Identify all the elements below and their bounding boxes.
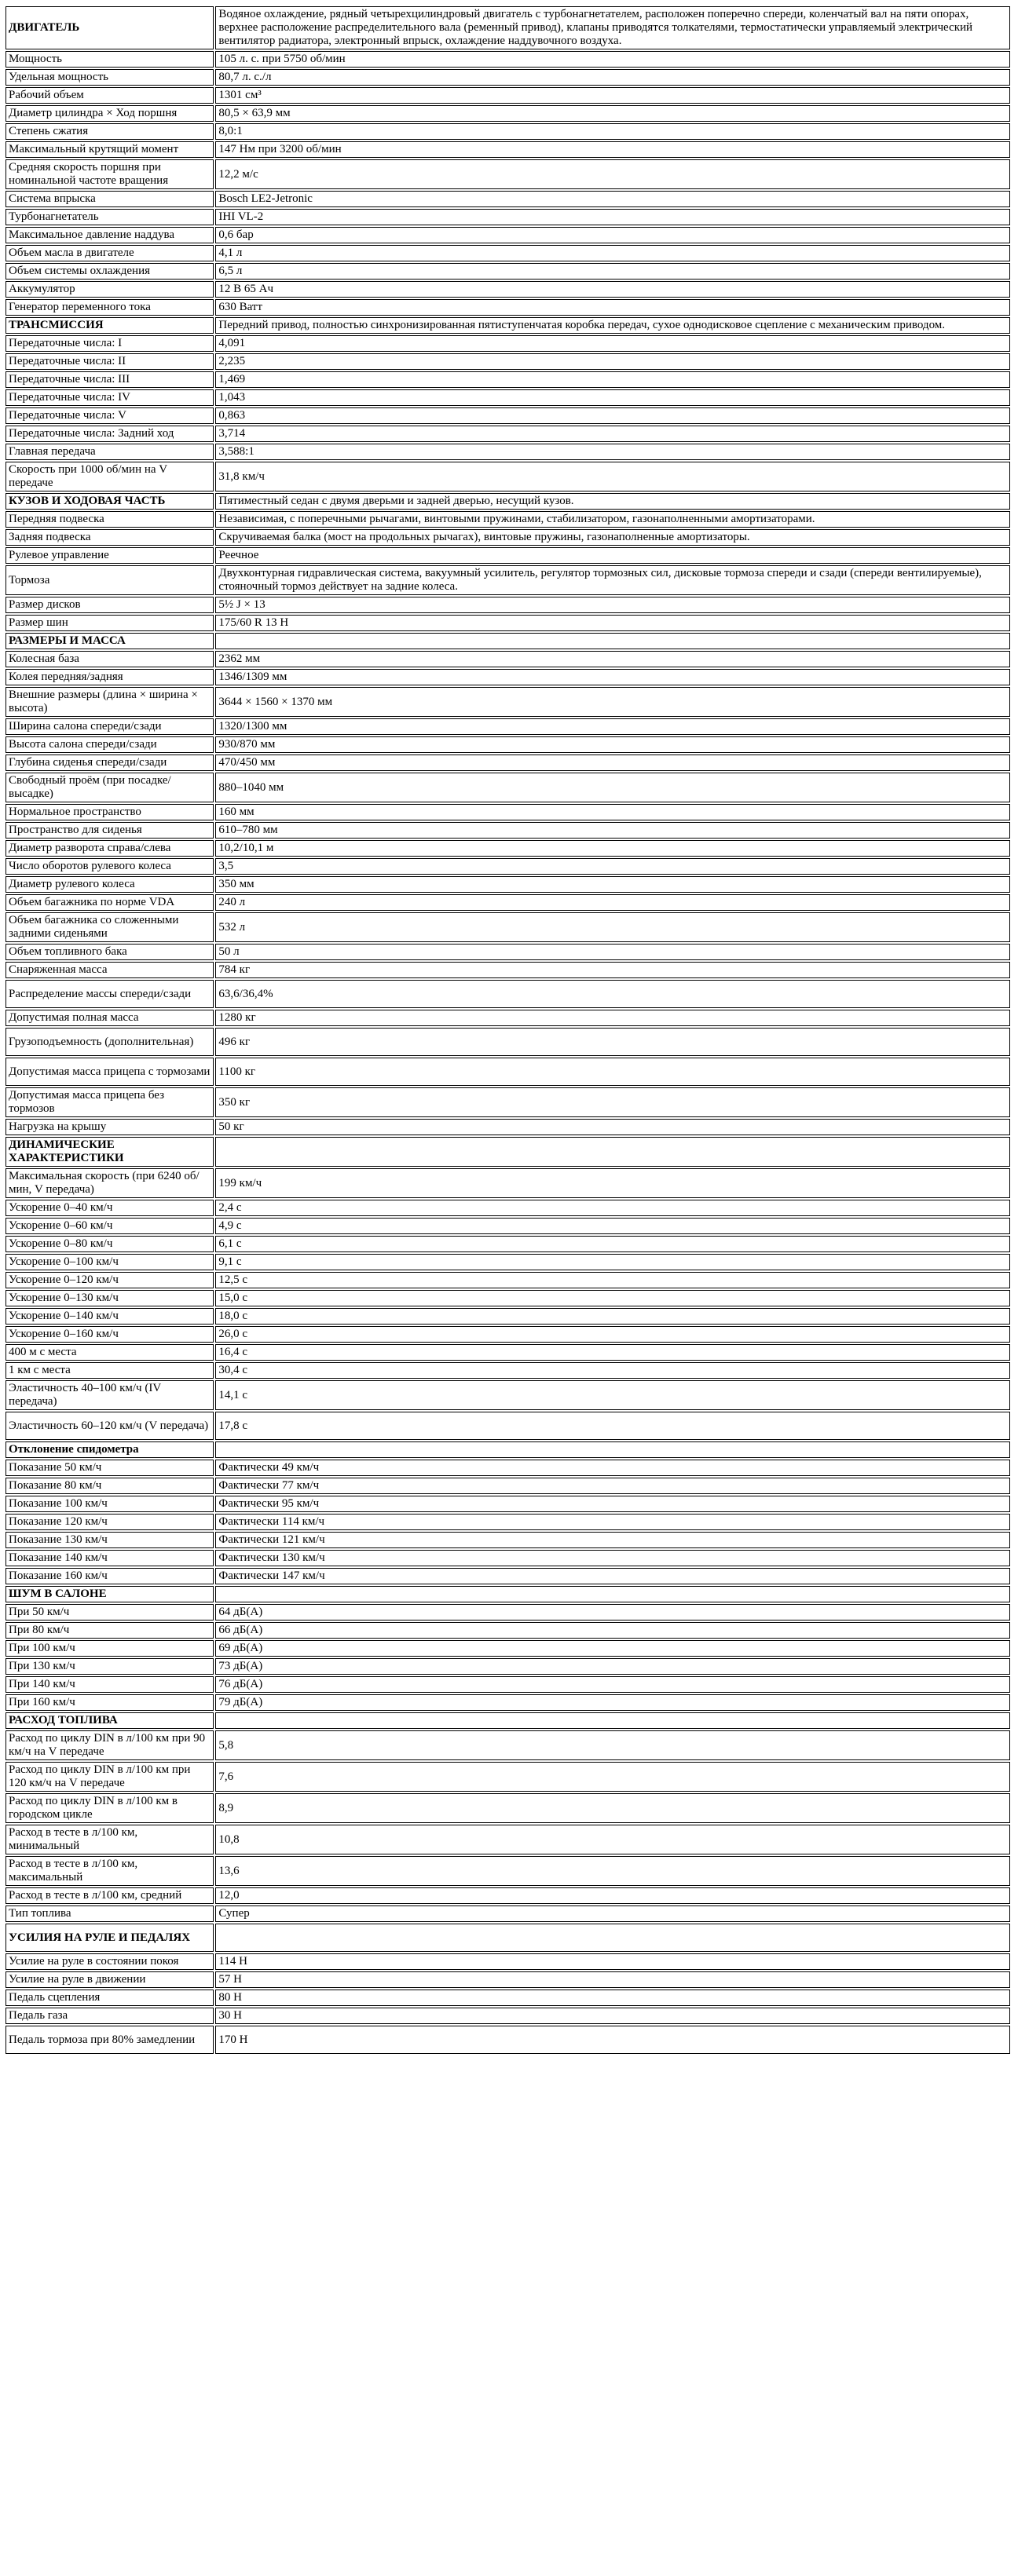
spec-label: Объем системы охлаждения: [5, 263, 214, 280]
spec-label: При 80 км/ч: [5, 1622, 214, 1639]
spec-value: 170 Н: [215, 2026, 1010, 2054]
spec-label: Педаль сцепления: [5, 1990, 214, 2006]
spec-row: [5, 105, 1010, 122]
spec-row: [5, 426, 1010, 442]
spec-label: Рулевое управление: [5, 547, 214, 564]
spec-label: Усилие на руле в состоянии покоя: [5, 1953, 214, 1970]
spec-label: Нагрузка на крышу: [5, 1119, 214, 1135]
spec-label: Диаметр рулевого колеса: [5, 876, 214, 893]
spec-row: [5, 407, 1010, 424]
spec-row: [5, 1762, 1010, 1792]
spec-value: 14,1 с: [215, 1380, 1010, 1410]
spec-value: Двухконтурная гидравлическая система, вакуумный усилитель, регулятор тормозных сил, дисковые тормоза спереди и сзади (спереди вентилируемые), стояночный тормоз действует на задние колеса.: [215, 565, 1010, 595]
spec-value: Фактически 114 км/ч: [215, 1514, 1010, 1530]
spec-row: [5, 1058, 1010, 1086]
spec-label: Расход по циклу DIN в л/100 км при 120 км/ч на V передаче: [5, 1762, 214, 1792]
spec-value: 76 дБ(A): [215, 1676, 1010, 1693]
section-heading: Отклонение спидометра: [5, 1441, 214, 1458]
section-row: [5, 1441, 1010, 1458]
spec-value: 80 Н: [215, 1990, 1010, 2006]
spec-value: Фактически 49 км/ч: [215, 1460, 1010, 1476]
spec-value: 880–1040 мм: [215, 773, 1010, 802]
spec-value: Фактически 77 км/ч: [215, 1478, 1010, 1494]
spec-value: 930/870 мм: [215, 736, 1010, 753]
spec-value: 15,0 с: [215, 1290, 1010, 1306]
spec-row: [5, 1730, 1010, 1760]
spec-row: [5, 1568, 1010, 1584]
spec-row: [5, 51, 1010, 68]
section-heading: КУЗОВ И ХОДОВАЯ ЧАСТЬ: [5, 493, 214, 510]
section-description: Пятиместный седан с двумя дверьми и задней дверью, несущий кузов.: [215, 493, 1010, 510]
spec-row: [5, 1010, 1010, 1026]
spec-value: Супер: [215, 1906, 1010, 1922]
spec-label: Ускорение 0–140 км/ч: [5, 1308, 214, 1325]
section-heading: РАСХОД ТОПЛИВА: [5, 1712, 214, 1729]
spec-value: 532 л: [215, 912, 1010, 942]
spec-label: Главная передача: [5, 444, 214, 460]
spec-row: [5, 1308, 1010, 1325]
spec-row: [5, 1119, 1010, 1135]
spec-label: Скорость при 1000 об/мин на V передаче: [5, 462, 214, 491]
spec-label: Усилие на руле в движении: [5, 1971, 214, 1988]
spec-label: Диаметр разворота справа/слева: [5, 840, 214, 857]
spec-value: 66 дБ(A): [215, 1622, 1010, 1639]
spec-row: [5, 962, 1010, 978]
section-heading: ШУМ В САЛОНЕ: [5, 1586, 214, 1602]
spec-label: Свободный проём (при посадке/высадке): [5, 773, 214, 802]
section-row: [5, 317, 1010, 334]
spec-row: [5, 1793, 1010, 1823]
spec-value: Фактически 95 км/ч: [215, 1496, 1010, 1512]
spec-row: [5, 462, 1010, 491]
spec-label: Расход в тесте в л/100 км, минимальный: [5, 1825, 214, 1854]
spec-label: Передаточные числа: I: [5, 335, 214, 352]
spec-label: Педаль газа: [5, 2008, 214, 2024]
spec-value: 6,1 с: [215, 1236, 1010, 1252]
spec-label: Задняя подвеска: [5, 529, 214, 546]
spec-label: Показание 130 км/ч: [5, 1532, 214, 1548]
section-row: [5, 493, 1010, 510]
spec-row: [5, 1087, 1010, 1117]
spec-value: 7,6: [215, 1762, 1010, 1792]
spec-label: Объем топливного бака: [5, 944, 214, 960]
spec-value: 50 л: [215, 944, 1010, 960]
spec-row: [5, 263, 1010, 280]
spec-label: Ускорение 0–100 км/ч: [5, 1254, 214, 1270]
spec-value: 80,7 л. с./л: [215, 69, 1010, 86]
spec-label: Ускорение 0–60 км/ч: [5, 1218, 214, 1234]
section-description: [215, 1137, 1010, 1167]
section-description: [215, 1712, 1010, 1729]
spec-label: Ускорение 0–120 км/ч: [5, 1272, 214, 1288]
spec-value: 350 мм: [215, 876, 1010, 893]
spec-row: [5, 687, 1010, 717]
spec-row: [5, 718, 1010, 735]
spec-value: 12,5 с: [215, 1272, 1010, 1288]
spec-label: Ускорение 0–80 км/ч: [5, 1236, 214, 1252]
spec-label: Высота салона спереди/сзади: [5, 736, 214, 753]
spec-row: [5, 565, 1010, 595]
spec-label: Нормальное пространство: [5, 804, 214, 820]
spec-row: [5, 651, 1010, 667]
spec-row: [5, 444, 1010, 460]
spec-value: 2,4 с: [215, 1200, 1010, 1216]
spec-label: Распределение массы спереди/сзади: [5, 980, 214, 1008]
spec-label: Показание 160 км/ч: [5, 1568, 214, 1584]
spec-label: Объем масла в двигателе: [5, 245, 214, 261]
spec-value: 8,0:1: [215, 123, 1010, 140]
spec-row: [5, 299, 1010, 316]
spec-value: 26,0 с: [215, 1326, 1010, 1343]
spec-row: [5, 281, 1010, 298]
section-description: [215, 1441, 1010, 1458]
spec-label: Тормоза: [5, 565, 214, 595]
spec-label: Эластичность 40–100 км/ч (IV передача): [5, 1380, 214, 1410]
spec-row: [5, 1218, 1010, 1234]
spec-value: 160 мм: [215, 804, 1010, 820]
spec-row: [5, 1658, 1010, 1675]
spec-value: 1,469: [215, 371, 1010, 388]
spec-label: Рабочий объем: [5, 87, 214, 104]
spec-row: [5, 1953, 1010, 1970]
spec-label: Степень сжатия: [5, 123, 214, 140]
spec-row: [5, 335, 1010, 352]
spec-value: 1100 кг: [215, 1058, 1010, 1086]
spec-value: 73 дБ(A): [215, 1658, 1010, 1675]
spec-value: 3,5: [215, 858, 1010, 875]
spec-label: Максимальный крутящий момент: [5, 141, 214, 158]
spec-label: Средняя скорость поршня при номинальной частоте вращения: [5, 159, 214, 189]
section-row: [5, 1924, 1010, 1952]
spec-label: Расход по циклу DIN в л/100 км в городском цикле: [5, 1793, 214, 1823]
spec-row: [5, 980, 1010, 1008]
spec-row: [5, 1640, 1010, 1657]
spec-value: 16,4 с: [215, 1344, 1010, 1361]
spec-value: 18,0 с: [215, 1308, 1010, 1325]
spec-value: 17,8 с: [215, 1412, 1010, 1440]
spec-label: Тип топлива: [5, 1906, 214, 1922]
spec-value: 0,6 бар: [215, 227, 1010, 243]
spec-row: [5, 912, 1010, 942]
spec-row: [5, 597, 1010, 613]
section-row: [5, 1586, 1010, 1602]
spec-value: 10,8: [215, 1825, 1010, 1854]
spec-value: 3644 × 1560 × 1370 мм: [215, 687, 1010, 717]
spec-value: 1301 см³: [215, 87, 1010, 104]
section-row: [5, 633, 1010, 649]
spec-value: 5½ J × 13: [215, 597, 1010, 613]
spec-label: Объем багажника по норме VDA: [5, 894, 214, 911]
spec-row: [5, 894, 1010, 911]
spec-row: [5, 2008, 1010, 2024]
spec-value: 12,2 м/с: [215, 159, 1010, 189]
spec-row: [5, 840, 1010, 857]
spec-label: Показание 140 км/ч: [5, 1550, 214, 1566]
spec-label: Допустимая полная масса: [5, 1010, 214, 1026]
spec-row: [5, 1514, 1010, 1530]
spec-value: 3,714: [215, 426, 1010, 442]
spec-row: [5, 1362, 1010, 1379]
spec-row: [5, 511, 1010, 528]
section-heading: ТРАНСМИССИЯ: [5, 317, 214, 334]
spec-label: Размер шин: [5, 615, 214, 631]
spec-row: [5, 227, 1010, 243]
spec-row: [5, 1028, 1010, 1056]
spec-row: [5, 2026, 1010, 2054]
spec-value: Реечное: [215, 547, 1010, 564]
spec-row: [5, 1460, 1010, 1476]
spec-value: 630 Ватт: [215, 299, 1010, 316]
spec-row: [5, 1856, 1010, 1886]
spec-label: Расход по циклу DIN в л/100 км при 90 км/ч на V передаче: [5, 1730, 214, 1760]
spec-value: 3,588:1: [215, 444, 1010, 460]
spec-label: Показание 100 км/ч: [5, 1496, 214, 1512]
spec-label: Педаль тормоза при 80% замедлении: [5, 2026, 214, 2054]
section-description: Водяное охлаждение, рядный четырехцилиндровый двигатель с турбонагнетателем, расположен поперечно спереди, коленчатый вал на пяти опорах, верхнее расположение распределительного вала (ременный привод), клапаны приводятся толкателями, термостатически управляемый электрический вентилятор радиатора, электронный впрыск, охлаждение наддувочного воздуха.: [215, 6, 1010, 49]
spec-value: Фактически 147 км/ч: [215, 1568, 1010, 1584]
spec-value: 10,2/10,1 м: [215, 840, 1010, 857]
spec-value: 784 кг: [215, 962, 1010, 978]
spec-row: [5, 1254, 1010, 1270]
spec-label: Колесная база: [5, 651, 214, 667]
spec-row: [5, 1694, 1010, 1711]
spec-label: Грузоподъемность (дополнительная): [5, 1028, 214, 1056]
spec-row: [5, 1622, 1010, 1639]
spec-value: 2362 мм: [215, 651, 1010, 667]
spec-label: Передняя подвеска: [5, 511, 214, 528]
spec-value: 12,0: [215, 1887, 1010, 1904]
spec-label: Турбонагнетатель: [5, 209, 214, 225]
spec-label: Допустимая масса прицепа с тормозами: [5, 1058, 214, 1086]
spec-label: Число оборотов рулевого колеса: [5, 858, 214, 875]
spec-value: 30 Н: [215, 2008, 1010, 2024]
spec-row: [5, 209, 1010, 225]
section-description: [215, 1586, 1010, 1602]
spec-label: Показание 80 км/ч: [5, 1478, 214, 1494]
spec-value: 105 л. с. при 5750 об/мин: [215, 51, 1010, 68]
spec-label: Колея передняя/задняя: [5, 669, 214, 685]
spec-value: 470/450 мм: [215, 755, 1010, 771]
spec-label: Размер дисков: [5, 597, 214, 613]
spec-value: 496 кг: [215, 1028, 1010, 1056]
spec-row: [5, 1825, 1010, 1854]
spec-value: 4,9 с: [215, 1218, 1010, 1234]
spec-value: Фактически 121 км/ч: [215, 1532, 1010, 1548]
spec-label: Показание 120 км/ч: [5, 1514, 214, 1530]
spec-row: [5, 389, 1010, 406]
spec-value: 4,091: [215, 335, 1010, 352]
spec-row: [5, 245, 1010, 261]
spec-row: [5, 669, 1010, 685]
spec-value: 57 Н: [215, 1971, 1010, 1988]
section-row: [5, 6, 1010, 49]
spec-value: 147 Нм при 3200 об/мин: [215, 141, 1010, 158]
spec-label: Передаточные числа: V: [5, 407, 214, 424]
spec-row: [5, 1236, 1010, 1252]
spec-value: 8,9: [215, 1793, 1010, 1823]
spec-label: Ускорение 0–160 км/ч: [5, 1326, 214, 1343]
spec-label: Максимальная скорость (при 6240 об/мин, V передача): [5, 1168, 214, 1198]
spec-row: [5, 822, 1010, 839]
spec-value: 69 дБ(A): [215, 1640, 1010, 1657]
spec-row: [5, 1676, 1010, 1693]
spec-value: 1320/1300 мм: [215, 718, 1010, 735]
spec-row: [5, 1168, 1010, 1198]
spec-value: 13,6: [215, 1856, 1010, 1886]
spec-row: [5, 1887, 1010, 1904]
spec-row: [5, 1971, 1010, 1988]
spec-row: [5, 944, 1010, 960]
section-heading: РАЗМЕРЫ И МАССА: [5, 633, 214, 649]
spec-label: Передаточные числа: II: [5, 353, 214, 370]
spec-row: [5, 876, 1010, 893]
spec-row: [5, 69, 1010, 86]
spec-row: [5, 736, 1010, 753]
spec-value: 610–780 мм: [215, 822, 1010, 839]
spec-value: 31,8 км/ч: [215, 462, 1010, 491]
spec-row: [5, 1990, 1010, 2006]
spec-row: [5, 1550, 1010, 1566]
spec-label: Расход в тесте в л/100 км, средний: [5, 1887, 214, 1904]
spec-row: [5, 773, 1010, 802]
spec-row: [5, 1344, 1010, 1361]
spec-label: Передаточные числа: IV: [5, 389, 214, 406]
spec-value: Скручиваемая балка (мост на продольных рычагах), винтовые пружины, газонаполненные амортизаторы.: [215, 529, 1010, 546]
spec-row: [5, 371, 1010, 388]
spec-label: Ускорение 0–130 км/ч: [5, 1290, 214, 1306]
spec-row: [5, 1412, 1010, 1440]
spec-row: [5, 615, 1010, 631]
spec-value: 1346/1309 мм: [215, 669, 1010, 685]
section-heading: ДВИГАТЕЛЬ: [5, 6, 214, 49]
section-heading: УСИЛИЯ НА РУЛЕ И ПЕДАЛЯХ: [5, 1924, 214, 1952]
spec-label: Система впрыска: [5, 191, 214, 207]
spec-value: 175/60 R 13 H: [215, 615, 1010, 631]
spec-value: 1280 кг: [215, 1010, 1010, 1026]
spec-label: Глубина сиденья спереди/сзади: [5, 755, 214, 771]
spec-label: При 50 км/ч: [5, 1604, 214, 1621]
spec-value: 79 дБ(A): [215, 1694, 1010, 1711]
spec-label: При 130 км/ч: [5, 1658, 214, 1675]
spec-value: 1,043: [215, 389, 1010, 406]
spec-label: Передаточные числа: Задний ход: [5, 426, 214, 442]
spec-label: При 140 км/ч: [5, 1676, 214, 1693]
spec-value: 4,1 л: [215, 245, 1010, 261]
spec-label: Снаряженная масса: [5, 962, 214, 978]
spec-row: [5, 1496, 1010, 1512]
spec-label: Максимальное давление наддува: [5, 227, 214, 243]
spec-row: [5, 804, 1010, 820]
spec-value: Bosch LE2-Jetronic: [215, 191, 1010, 207]
spec-label: Ширина салона спереди/сзади: [5, 718, 214, 735]
spec-value: Независимая, с поперечными рычагами, винтовыми пружинами, стабилизатором, газонаполненными амортизаторами.: [215, 511, 1010, 528]
spec-label: Показание 50 км/ч: [5, 1460, 214, 1476]
spec-label: Генератор переменного тока: [5, 299, 214, 316]
spec-row: [5, 755, 1010, 771]
spec-value: 63,6/36,4%: [215, 980, 1010, 1008]
spec-label: 1 км с места: [5, 1362, 214, 1379]
spec-row: [5, 1272, 1010, 1288]
spec-label: Мощность: [5, 51, 214, 68]
spec-row: [5, 141, 1010, 158]
spec-value: 240 л: [215, 894, 1010, 911]
spec-row: [5, 1290, 1010, 1306]
spec-label: Передаточные числа: III: [5, 371, 214, 388]
spec-row: [5, 529, 1010, 546]
spec-value: 2,235: [215, 353, 1010, 370]
spec-value: 114 Н: [215, 1953, 1010, 1970]
spec-label: При 160 км/ч: [5, 1694, 214, 1711]
section-description: [215, 633, 1010, 649]
spec-value: 5,8: [215, 1730, 1010, 1760]
spec-value: 9,1 с: [215, 1254, 1010, 1270]
spec-row: [5, 1532, 1010, 1548]
section-description: Передний привод, полностью синхронизированная пятиступенчатая коробка передач, сухое однодисковое сцепление с механическим приводом.: [215, 317, 1010, 334]
spec-value: 6,5 л: [215, 263, 1010, 280]
spec-value: 350 кг: [215, 1087, 1010, 1117]
spec-value: 0,863: [215, 407, 1010, 424]
spec-label: Удельная мощность: [5, 69, 214, 86]
spec-label: 400 м с места: [5, 1344, 214, 1361]
section-row: [5, 1137, 1010, 1167]
spec-value: 199 км/ч: [215, 1168, 1010, 1198]
spec-row: [5, 123, 1010, 140]
spec-row: [5, 87, 1010, 104]
spec-row: [5, 1200, 1010, 1216]
section-description: [215, 1924, 1010, 1952]
spec-row: [5, 1906, 1010, 1922]
spec-table-body: [5, 6, 1010, 2054]
spec-value: 80,5 × 63,9 мм: [215, 105, 1010, 122]
section-row: [5, 1712, 1010, 1729]
spec-row: [5, 1478, 1010, 1494]
spec-value: 30,4 с: [215, 1362, 1010, 1379]
section-heading: ДИНАМИЧЕСКИЕ ХАРАКТЕРИСТИКИ: [5, 1137, 214, 1167]
spec-label: Пространство для сиденья: [5, 822, 214, 839]
spec-row: [5, 1380, 1010, 1410]
spec-label: Объем багажника со сложенными задними сиденьями: [5, 912, 214, 942]
spec-table: [4, 5, 1012, 2055]
spec-value: 12 В 65 Ач: [215, 281, 1010, 298]
spec-value: Фактически 130 км/ч: [215, 1550, 1010, 1566]
spec-label: Диаметр цилиндра × Ход поршня: [5, 105, 214, 122]
spec-label: При 100 км/ч: [5, 1640, 214, 1657]
spec-row: [5, 858, 1010, 875]
spec-value: 64 дБ(A): [215, 1604, 1010, 1621]
spec-label: Ускорение 0–40 км/ч: [5, 1200, 214, 1216]
spec-label: Аккумулятор: [5, 281, 214, 298]
spec-row: [5, 1604, 1010, 1621]
spec-row: [5, 1326, 1010, 1343]
spec-value: 50 кг: [215, 1119, 1010, 1135]
spec-label: Расход в тесте в л/100 км, максимальный: [5, 1856, 214, 1886]
spec-row: [5, 353, 1010, 370]
spec-label: Внешние размеры (длина × ширина × высота): [5, 687, 214, 717]
spec-value: IHI VL-2: [215, 209, 1010, 225]
spec-row: [5, 159, 1010, 189]
spec-row: [5, 547, 1010, 564]
spec-label: Эластичность 60–120 км/ч (V передача): [5, 1412, 214, 1440]
spec-row: [5, 191, 1010, 207]
spec-label: Допустимая масса прицепа без тормозов: [5, 1087, 214, 1117]
